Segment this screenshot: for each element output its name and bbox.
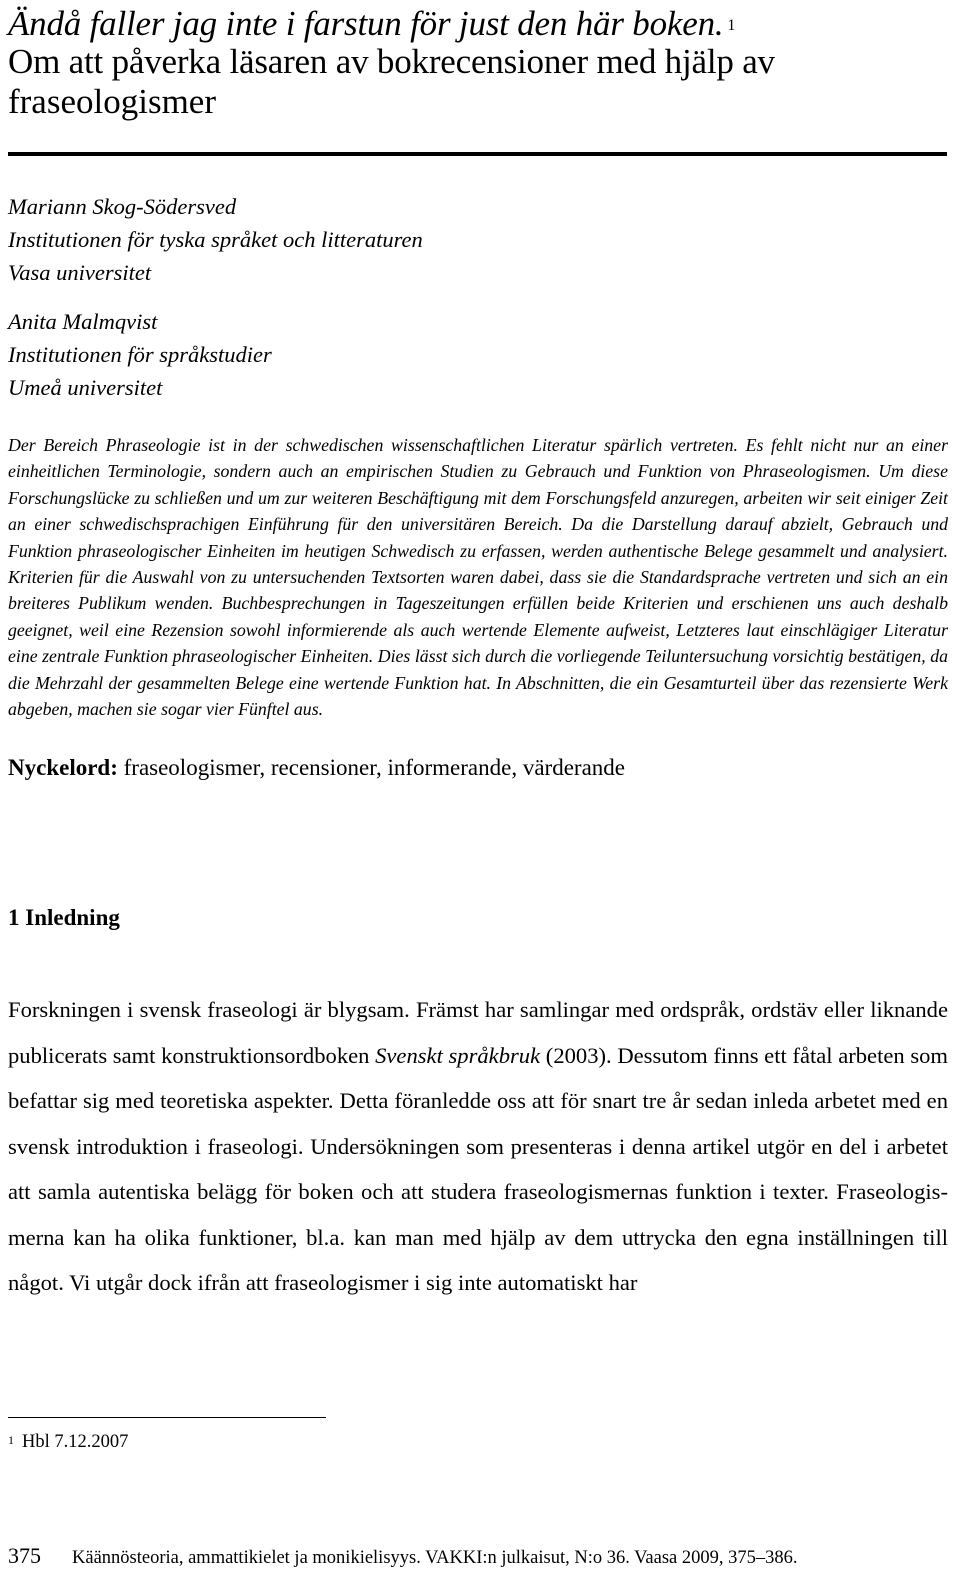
body-paragraph <box>8 987 948 1306</box>
title-subtitle-line: Om att påverka läsaren av bokrecensioner med hjälp av <box>8 42 775 81</box>
keywords-text: fraseologismer, recensioner, informerande, värderande <box>117 755 625 781</box>
author-list <box>8 190 952 404</box>
author-block <box>8 305 952 404</box>
author-name: Mariann Skog-Södersved <box>8 194 237 219</box>
abstract: Der Bereich Phraseologie ist in der schwedischen wissenschaftlichen Literatur spärlich vertreten. Es fehlt nicht nur an einer einheitlichen Terminologie, sondern auch an empirischen Studien zu Gebrauch und Funktion von Phraseologismen. Um diese Forschungslücke zu schließen und um zur weiteren Beschäftigung mit dem Forschungsfeld anzuregen, arbeiten wir seit einiger Zeit an einer schwedischsprachigen Einführung für den universitären Bereich. Da die Darstellung darauf abzielt, Gebrauch und Funktion phraseologischer Einheiten im heutigen Schwedisch zu erfassen, werden authentische Belege gesammelt und analysiert. Kriterien für die Auswahl von zu untersuchenden Textsorten waren dabei, dass sie die Standardsprache vertreten und sich an ein breiteres Publikum wenden. Buchbesprechungen in Tageszeitungen erfüllen beide Kriterien und erschienen uns auch deshalb geeignet, weil eine Rezension sowohl informierende als auch wertende Elemente aufweist, Letzteres laut einschlägiger Literatur eine zentrale Funktion phraseologischer Einheiten. Dies lässt sich durch die vorliegende Teiluntersuchung vorsichtig bestätigen, da die Mehrzahl der gesammelten Belege eine wertende Funktion hat. In Abschnitten, die ein Gesamturteil über das rezensierte Werk abgeben, machen sie sogar vier Fünftel aus. <box>8 435 948 720</box>
title-quote <box>8 6 952 42</box>
title-quote-text: Ändå faller jag inte i farstun för just den här boken. <box>8 4 724 43</box>
footer-citation: Käännösteoria, ammattikielet ja monikielisyys. VAKKI:n julkaisut, N:o 36. Vaasa 2009, 375–386. <box>72 1548 798 1568</box>
article-title <box>8 0 952 156</box>
author-university: Umeå universitet <box>8 375 163 400</box>
page-number: 375 <box>8 1543 41 1568</box>
footnote-divider <box>8 1417 326 1418</box>
author-department: Institutionen för språkstudier <box>8 342 272 367</box>
author-university: Vasa universitet <box>8 260 152 285</box>
body-text-segment: Forskningen i svensk fraseologi är blygsam. Främst har samlingar med ordspråk, ordstäv eller liknande publicerats samt konstruktionsordboken <box>8 997 948 1068</box>
title-subtitle-line: fraseologismer <box>8 82 216 121</box>
author-block <box>8 190 952 289</box>
title-divider <box>8 152 947 156</box>
author-name: Anita Malmqvist <box>8 309 158 334</box>
author-department: Institutionen för tyska språket och litteraturen <box>8 227 423 252</box>
keywords-label: Nyckelord: <box>8 755 118 781</box>
footnote-marker: 1 <box>8 1433 14 1447</box>
footnote <box>8 1430 128 1454</box>
footnote-text: Hbl 7.12.2007 <box>22 1432 129 1452</box>
body-text-segment: (2003). Dessutom finns ett fåtal arbeten som befattar sig med teoretiska aspekter. Detta föranledde oss att för snart tre år sedan inleda arbetet med en svensk introduktion i fraseologi. Undersökningen som presenteras i denna artikel utgör en del i arbetet att samla autentiska belägg för boken och att studera fraseologismernas funktion i texter. Fraseologismerna kan ha olika funktioner, bl.a. kan man med hjälp av dem uttrycka den egna inställningen till något. Vi utgår dock ifrån att fraseologismer i sig inte automatiskt har <box>8 1042 948 1296</box>
section-heading: 1 Inledning <box>8 905 120 931</box>
keywords <box>8 753 952 783</box>
book-title: Svenskt språkbruk <box>375 1042 541 1068</box>
page-footer <box>8 1543 952 1571</box>
footnote-reference[interactable]: 1 <box>727 17 736 34</box>
